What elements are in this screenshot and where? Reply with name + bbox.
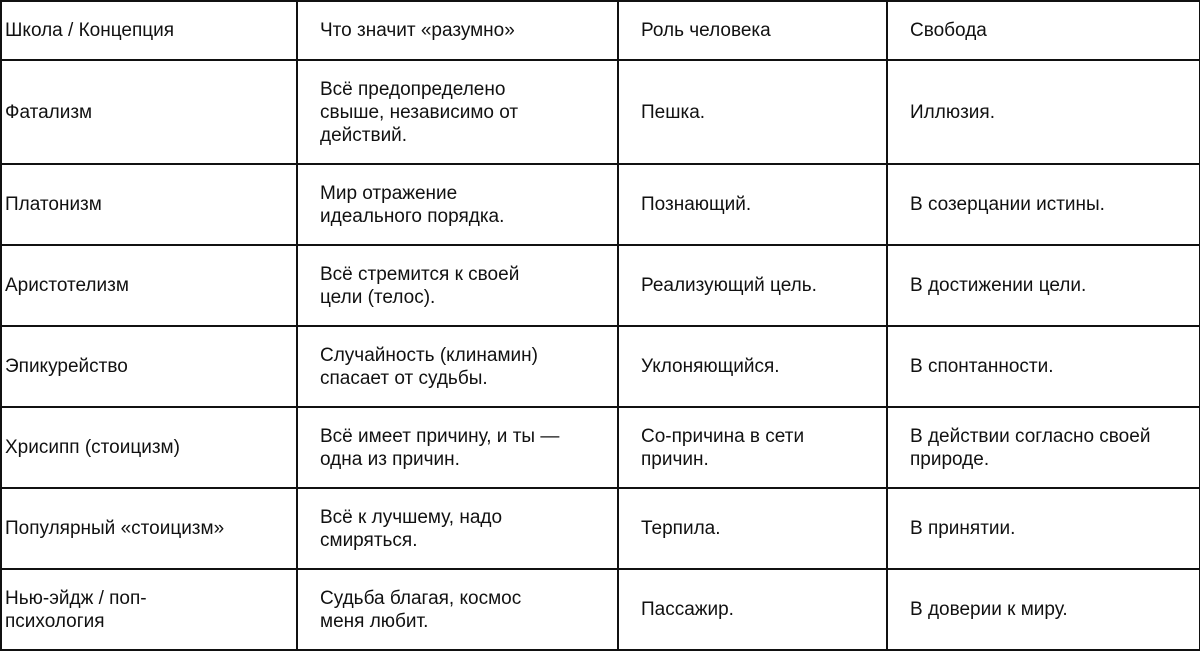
cell-school: Популярный «стоицизм»	[1, 488, 297, 569]
cell-role: Реализующий цель.	[618, 245, 887, 326]
cell-meaning: Судьба благая, космос меня любит.	[297, 569, 618, 650]
table-row	[1, 245, 1200, 326]
cell-meaning: Мир отражение идеального порядка.	[297, 164, 618, 245]
cell-meaning: Всё к лучшему, надо смиряться.	[297, 488, 618, 569]
cell-freedom: В созерцании истины.	[887, 164, 1200, 245]
cell-school: Аристотелизм	[1, 245, 297, 326]
cell-role: Со-причина в сети причин.	[618, 407, 887, 488]
table-row	[1, 326, 1200, 407]
cell-school: Хрисипп (стоицизм)	[1, 407, 297, 488]
table-row	[1, 488, 1200, 569]
cell-meaning: Всё предопределено свыше, независимо от действий.	[297, 60, 618, 164]
table-row	[1, 407, 1200, 488]
cell-freedom: В принятии.	[887, 488, 1200, 569]
cell-role: Уклоняющийся.	[618, 326, 887, 407]
cell-freedom: В достижении цели.	[887, 245, 1200, 326]
cell-school: Платонизм	[1, 164, 297, 245]
cell-meaning: Случайность (клинамин) спасает от судьбы.	[297, 326, 618, 407]
cell-role: Пассажир.	[618, 569, 887, 650]
cell-meaning: Всё стремится к своей цели (телос).	[297, 245, 618, 326]
header-school: Школа / Концепция	[1, 1, 297, 60]
cell-role: Пешка.	[618, 60, 887, 164]
cell-school: Эпикурейство	[1, 326, 297, 407]
cell-freedom: В доверии к миру.	[887, 569, 1200, 650]
cell-freedom: Иллюзия.	[887, 60, 1200, 164]
table-row	[1, 569, 1200, 650]
table-row	[1, 60, 1200, 164]
cell-freedom: В действии согласно своей природе.	[887, 407, 1200, 488]
cell-role: Терпила.	[618, 488, 887, 569]
cell-freedom: В спонтанности.	[887, 326, 1200, 407]
cell-meaning: Всё имеет причину, и ты — одна из причин.	[297, 407, 618, 488]
table-header-row	[1, 1, 1200, 60]
cell-role: Познающий.	[618, 164, 887, 245]
cell-school: Фатализм	[1, 60, 297, 164]
header-role: Роль человека	[618, 1, 887, 60]
cell-school: Нью-эйдж / поп-психология	[1, 569, 297, 650]
table-row	[1, 164, 1200, 245]
header-freedom: Свобода	[887, 1, 1200, 60]
header-meaning: Что значит «разумно»	[297, 1, 618, 60]
